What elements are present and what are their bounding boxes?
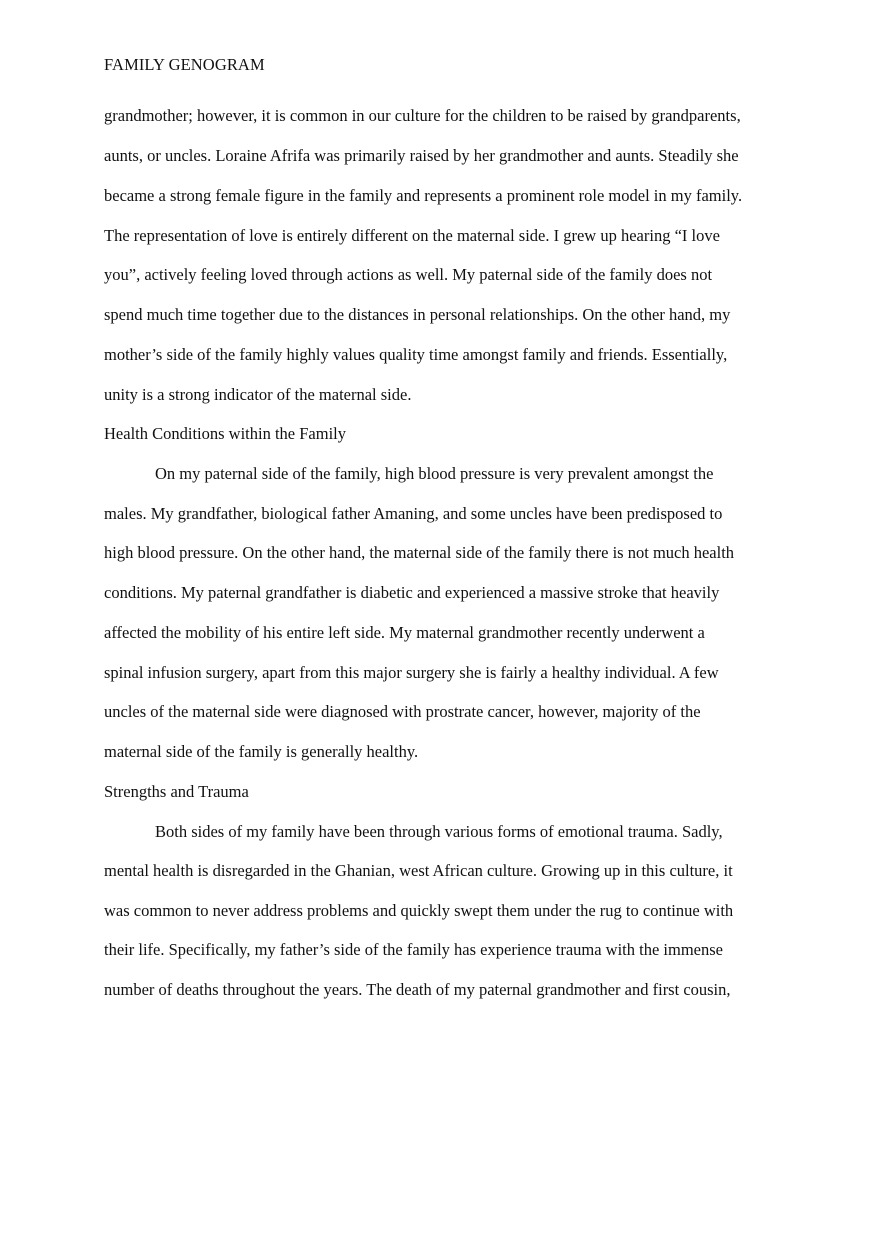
body-line: uncles of the maternal side were diagnosed with prostrate cancer, however, majority of the <box>104 702 701 721</box>
section-heading-health: Health Conditions within the Family <box>104 424 346 443</box>
body-line: conditions. My paternal grandfather is diabetic and experienced a massive stroke that heavily <box>104 583 720 602</box>
paragraph-first-line: On my paternal side of the family, high blood pressure is very prevalent amongst the <box>155 464 714 483</box>
body-line: aunts, or uncles. Loraine Afrifa was primarily raised by her grandmother and aunts. Steadily she <box>104 146 739 165</box>
body-line: maternal side of the family is generally healthy. <box>104 742 419 761</box>
body-line: mental health is disregarded in the Ghanian, west African culture. Growing up in this culture, it <box>104 861 733 880</box>
section-heading-strengths: Strengths and Trauma <box>104 782 249 801</box>
body-line: spinal infusion surgery, apart from this major surgery she is fairly a healthy individual. A few <box>104 663 719 682</box>
body-line: unity is a strong indicator of the maternal side. <box>104 385 412 404</box>
body-line: became a strong female figure in the family and represents a prominent role model in my family. <box>104 186 743 205</box>
body-line: males. My grandfather, biological father Amaning, and some uncles have been predisposed to <box>104 504 723 523</box>
body-line: their life. Specifically, my father’s side of the family has experience trauma with the immense <box>104 940 723 959</box>
body-line: affected the mobility of his entire left side. My maternal grandmother recently underwent a <box>104 623 705 642</box>
body-line: spend much time together due to the distances in personal relationships. On the other hand, my <box>104 305 731 324</box>
body-line: mother’s side of the family highly values quality time amongst family and friends. Essentially, <box>104 345 728 364</box>
body-line: was common to never address problems and quickly swept them under the rug to continue with <box>104 901 734 920</box>
body-line: The representation of love is entirely different on the maternal side. I grew up hearing “I love <box>104 226 720 245</box>
body-line: grandmother; however, it is common in our culture for the children to be raised by grandparents, <box>104 106 741 125</box>
body-line: high blood pressure. On the other hand, the maternal side of the family there is not much health <box>104 543 735 562</box>
body-line: number of deaths throughout the years. The death of my paternal grandmother and first cousin, <box>104 980 731 999</box>
running-head: FAMILY GENOGRAM <box>104 55 265 74</box>
paragraph-first-line: Both sides of my family have been through various forms of emotional trauma. Sadly, <box>155 822 723 841</box>
body-line: you”, actively feeling loved through actions as well. My paternal side of the family does not <box>104 265 713 284</box>
